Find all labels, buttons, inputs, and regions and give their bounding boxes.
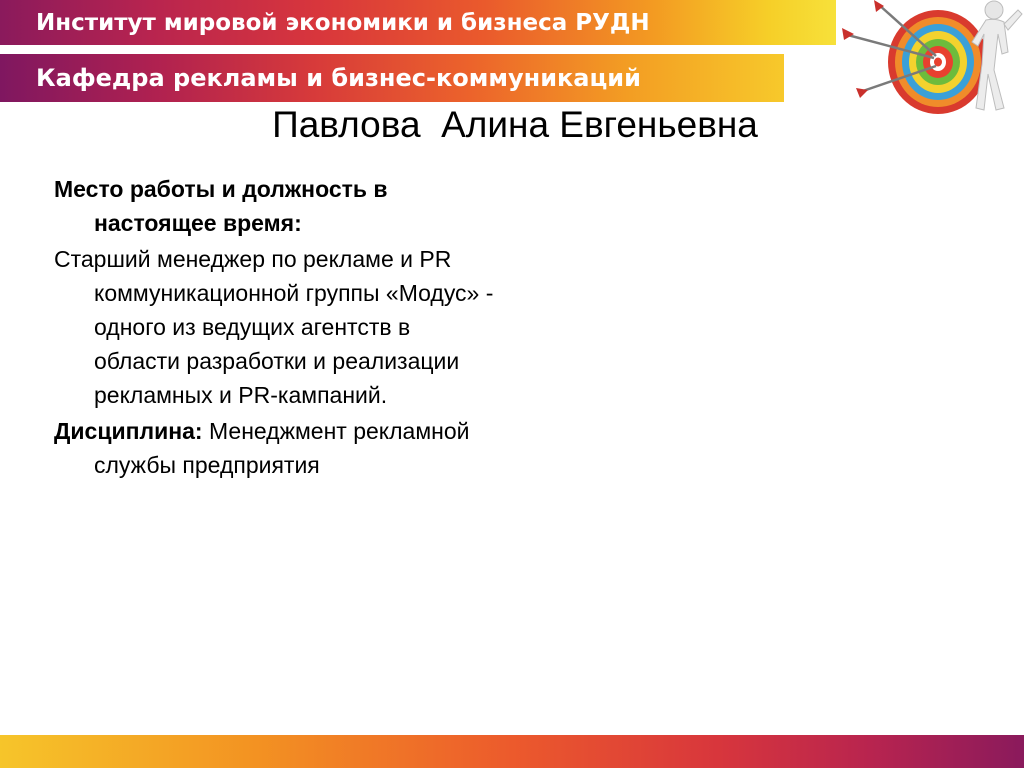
target-with-arrows-figure-icon: [838, 0, 1024, 118]
footer-gradient-bar: [0, 735, 1024, 768]
institute-name: Институт мировой экономики и бизнеса РУДН: [36, 9, 650, 36]
discipline-label: Дисциплина:: [54, 418, 203, 444]
discipline-paragraph: [54, 414, 494, 482]
institute-banner: [0, 0, 836, 45]
department-name: Кафедра рекламы и бизнес-коммуникаций: [36, 64, 641, 92]
discipline-text: Менеджмент рекламной службы предприятия: [94, 418, 470, 478]
work-heading: Место работы и должность в настоящее время:: [54, 176, 388, 236]
bio-content: [54, 172, 494, 484]
page-title: Павлова Алина Евгеньевна: [272, 104, 758, 145]
work-description: Старший менеджер по рекламе и PR коммуникационной группы «Модус» - одного из ведущих агентств в области разработки и реализации рекламных и PR-кампаний.: [54, 246, 494, 408]
department-banner: [0, 54, 784, 102]
